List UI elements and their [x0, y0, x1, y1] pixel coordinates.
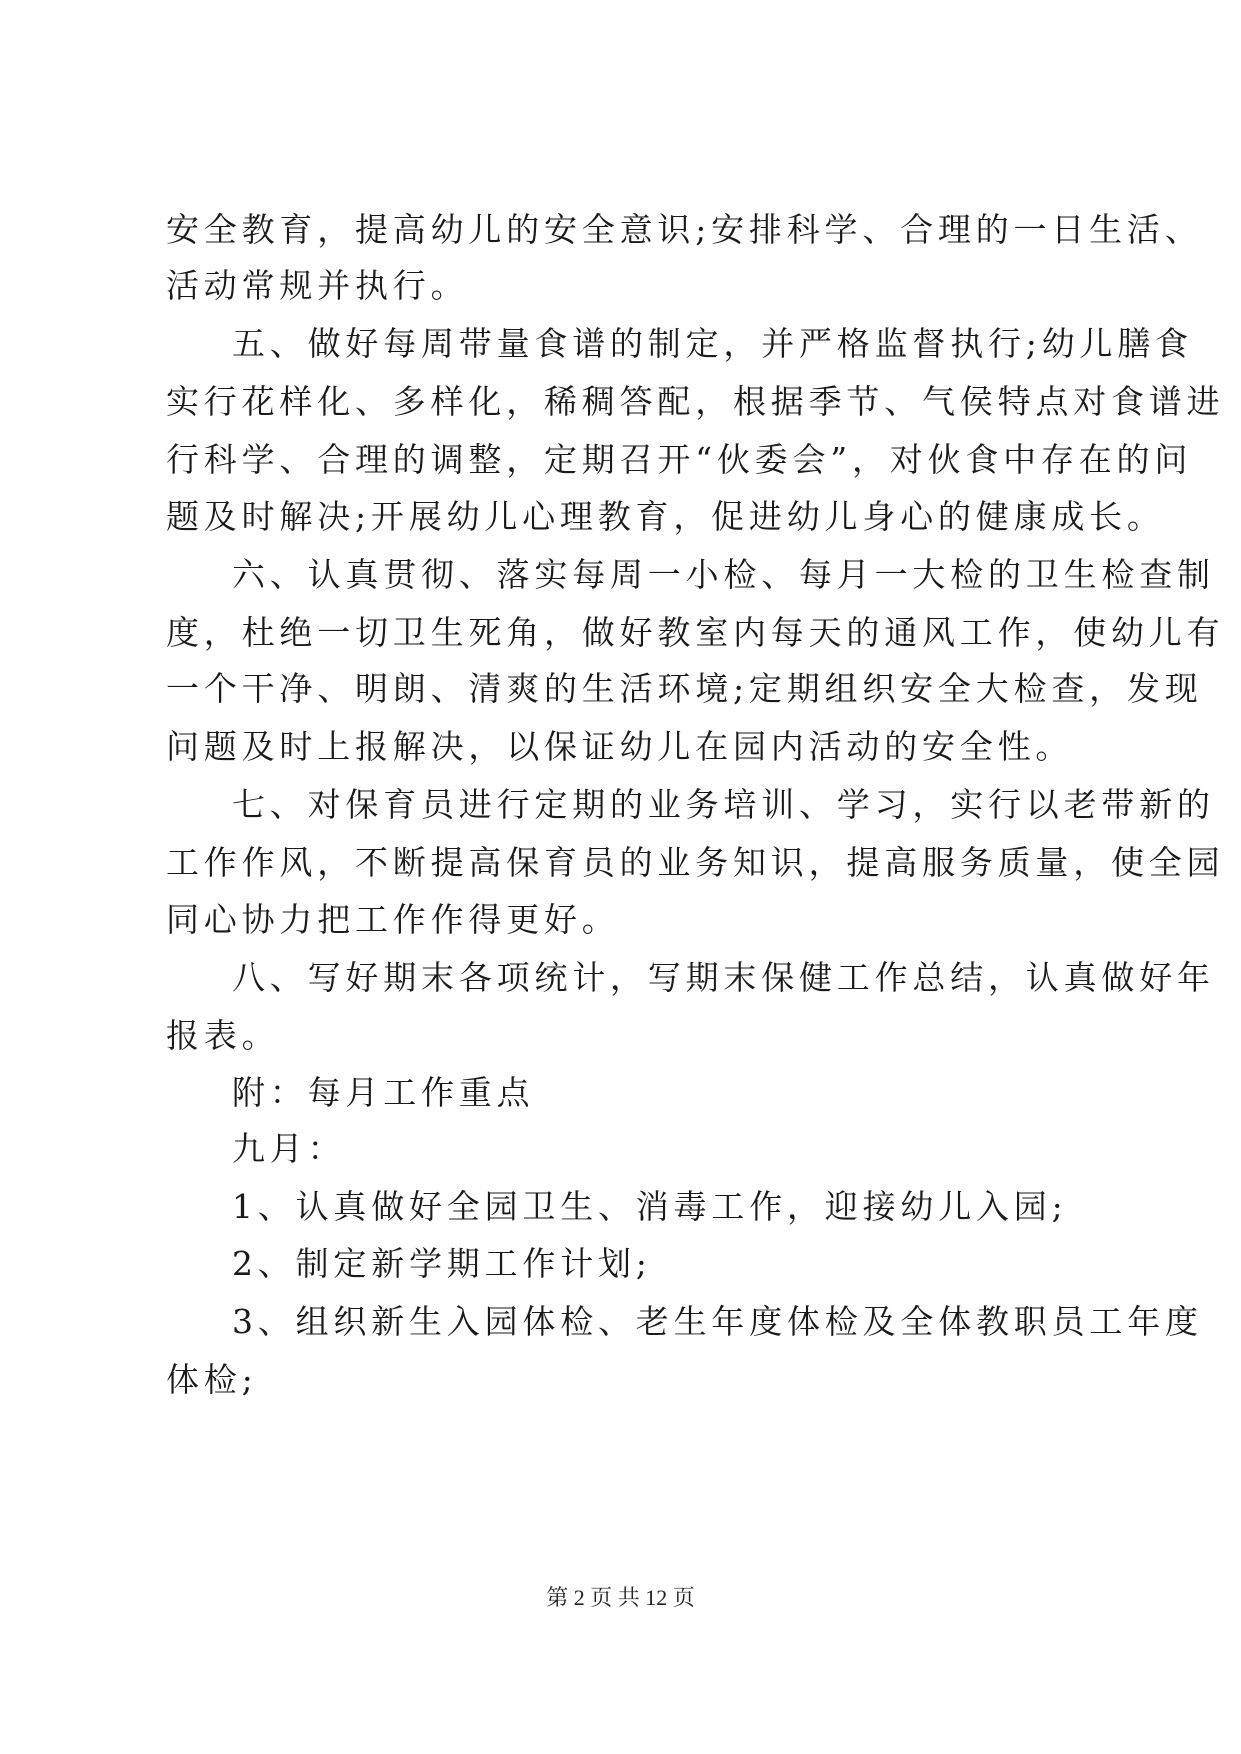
- list-item: 3、组织新生入园体检、老生年度体检及全体教职员工年度: [232, 1302, 1203, 1341]
- paragraph-6-line: 六、认真贯彻、落实每周一小检、每月一大检的卫生检查制: [232, 555, 1215, 594]
- text-line: 实行花样化、多样化，稀稠答配，根据季节、气侯特点对食谱进: [166, 382, 1225, 421]
- page-number-footer: 第 2 页 共 12 页: [546, 1585, 695, 1610]
- text-line: 体检;: [166, 1360, 258, 1399]
- text-line: 行科学、合理的调整，定期召开“伙委会”，对伙食中存在的问: [166, 440, 1193, 479]
- text-line: 报表。: [166, 1016, 280, 1055]
- appendix-heading: 附：每月工作重点: [232, 1073, 535, 1112]
- text-line: 一个干净、明朗、清爽的生活环境;定期组织安全大检查，发现: [166, 669, 1203, 708]
- text-line: 安全教育，提高幼儿的安全意识;安排科学、合理的一日生活、: [166, 210, 1203, 249]
- list-item: 1、认真做好全园卫生、消毒工作，迎接幼儿入园;: [232, 1187, 1068, 1226]
- paragraph-5-line: 五、做好每周带量食谱的制定，并严格监督执行;幼儿膳食: [232, 324, 1193, 363]
- text-line: 题及时解决;开展幼儿心理教育，促进幼儿身心的健康成长。: [166, 497, 1165, 536]
- list-item: 2、制定新学期工作计划;: [232, 1244, 652, 1283]
- text-line: 活动常规并执行。: [166, 266, 469, 305]
- text-line: 同心协力把工作作得更好。: [166, 900, 620, 939]
- paragraph-8-line: 八、写好期末各项统计，写期末保健工作总结，认真做好年: [232, 958, 1215, 997]
- paragraph-7-line: 七、对保育员进行定期的业务培训、学习，实行以老带新的: [232, 785, 1215, 824]
- month-heading: 九月：: [232, 1129, 346, 1168]
- text-line: 度，杜绝一切卫生死角，做好教室内每天的通风工作，使幼儿有: [166, 613, 1225, 652]
- text-line: 问题及时上报解决，以保证幼儿在园内活动的安全性。: [166, 727, 1074, 766]
- text-line: 工作作风，不断提高保育员的业务知识，提高服务质量，使全园: [166, 843, 1225, 882]
